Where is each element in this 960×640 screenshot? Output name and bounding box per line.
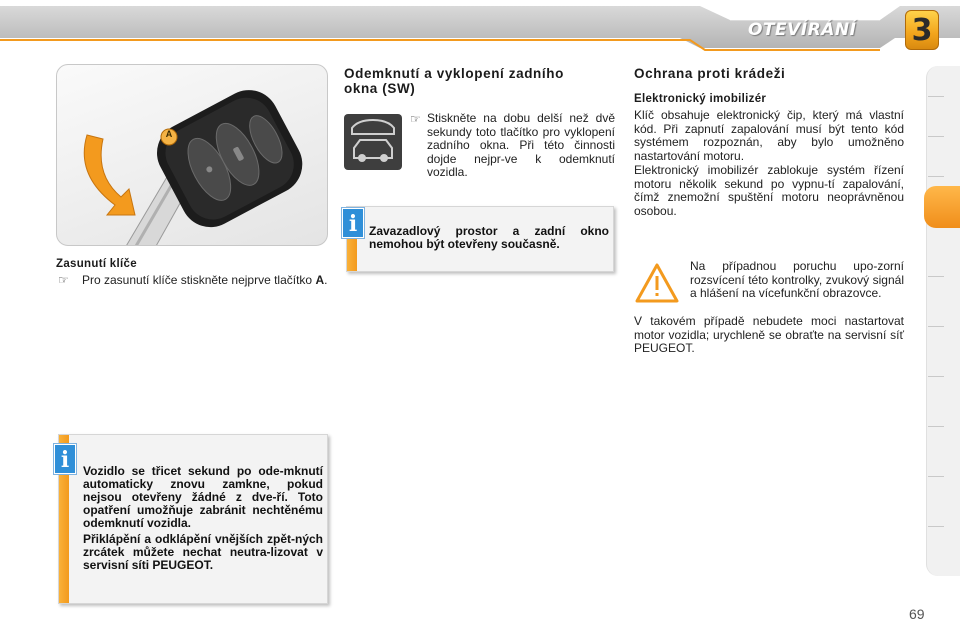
chapter-tab-strip <box>926 66 960 576</box>
callout-label-a: A <box>165 129 173 139</box>
mirror-folding-text: Přiklápění a odklápění vnějších zpět-ných zrcátek můžete nechat neutra-lizovat v servisní síti PEUGEOT. <box>83 532 323 572</box>
info-box-luggage <box>346 206 614 272</box>
tab-divider <box>928 476 944 477</box>
bullet-hand-icon: ☞ <box>58 273 69 287</box>
chapter-tab-active[interactable] <box>924 186 960 228</box>
tab-divider <box>928 96 944 97</box>
rear-window-button-icon <box>344 114 402 170</box>
rear-window-heading-line1: Odemknutí a vyklopení zadního <box>344 66 564 81</box>
button-a-reference: A <box>315 273 325 287</box>
info-icon: i <box>342 208 364 238</box>
tab-divider <box>928 426 944 427</box>
rear-window-heading-line2: okna (SW) <box>344 81 416 96</box>
warning-triangle-icon <box>634 262 680 304</box>
page-number: 69 <box>909 606 925 622</box>
rear-window-instruction: Stiskněte na dobu delší než dvě sekundy toto tlačítko pro vyklopení zadního okna. Při této činnosti dojde nejpr-ve k odemknutí vozidla. <box>427 111 615 179</box>
service-network-paragraph: V takovém případě nebudete moci nastartovat motor vozidla; urychleně se obraťte na servisní síť PEUGEOT. <box>634 314 904 355</box>
tab-divider <box>928 376 944 377</box>
tab-divider <box>928 176 944 177</box>
bullet-hand-icon: ☞ <box>410 112 421 126</box>
info-luggage-text: Zavazadlový prostor a zadní okno nemohou být otevřeny současně. <box>369 224 609 251</box>
tab-divider <box>928 326 944 327</box>
tab-divider <box>928 136 944 137</box>
info-box-autolock <box>58 434 328 604</box>
sentence-end: . <box>324 273 328 287</box>
chapter-title: OTEVÍRÁNÍ <box>748 20 857 40</box>
immobiliser-subheading: Elektronický imobilizér <box>634 93 767 105</box>
key-insertion-text <box>82 274 328 288</box>
antitheft-heading: Ochrana proti krádeži <box>634 66 786 81</box>
header-band <box>0 0 960 56</box>
key-fob-drawing <box>57 65 328 246</box>
autolock-text: Vozidlo se třicet sekund po ode-mknutí automaticky znovu zamkne, pokud nejsou otevřeny žádné z dve-ří. Toto opatření umožňuje zabránit nechtěnému odemknutí vozidla. <box>83 464 323 530</box>
tab-divider <box>928 526 944 527</box>
tab-divider <box>928 276 944 277</box>
key-insertion-heading: Zasunutí klíče <box>56 258 137 270</box>
info-icon: i <box>54 444 76 474</box>
rear-window-heading <box>344 66 614 96</box>
immobiliser-paragraph-1: Klíč obsahuje elektronický čip, který má vlastní kód. Při zapnutí zapalování musí být tento kód systémem rozpoznán, aby bylo umožněno nastartování motoru. <box>634 108 904 163</box>
warning-lamp-text: Na případnou poruchu upo-zorní rozsvícení této kontrolky, zvukový signál a hlášení na vícefunkční obrazovce. <box>690 259 904 300</box>
car-rear-window-icon <box>344 114 402 170</box>
key-insertion-instruction: Pro zasunutí klíče stiskněte nejprve tlačítko <box>82 273 313 287</box>
immobiliser-paragraph-2: Elektronický imobilizér zablokuje systém řízení motoru několik sekund po vypnu-tí zapalování, čímž znemožní spuštění motoru neoprávněnou osobou. <box>634 163 904 218</box>
key-illustration <box>56 64 328 246</box>
chapter-number-badge: 3 <box>905 10 939 50</box>
